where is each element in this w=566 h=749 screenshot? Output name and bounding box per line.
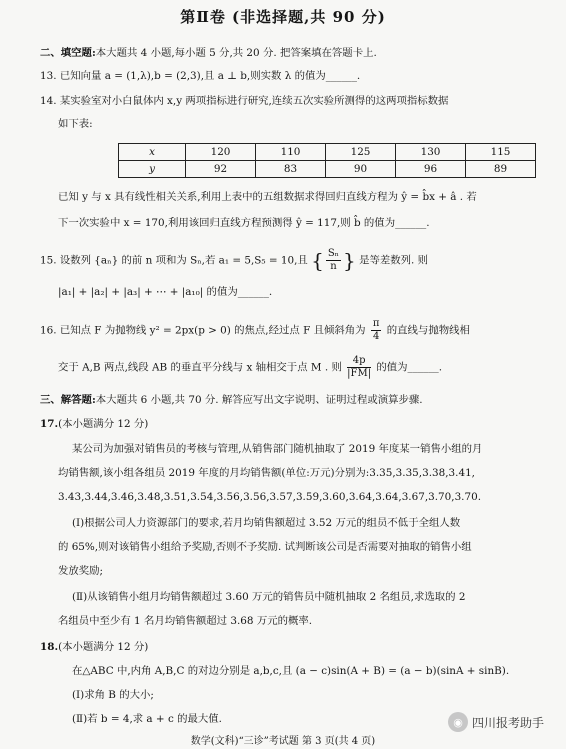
table-row-x <box>119 144 536 161</box>
question-18-i: (Ⅰ)求角 B 的大小; <box>72 689 154 701</box>
section3-label: 三、解答题: <box>40 394 96 406</box>
brace-left: { <box>311 248 324 273</box>
table-cell: x <box>119 144 186 161</box>
table-cell: y <box>119 161 186 178</box>
question-14-line2: 如下表: <box>58 118 93 130</box>
question-15-part1: 15. 设数列 {aₙ} 的前 n 项和为 Sₙ,若 a₁ = 5,S₅ = 10,且 <box>40 254 308 267</box>
question-14-line3: 已知 y 与 x 具有线性相关关系,利用上表中的五组数据求得回归直线方程为 ŷ = b̂x + â . 若 <box>58 191 477 203</box>
table-cell: 125 <box>326 144 396 161</box>
section3-heading <box>40 393 423 407</box>
fraction-numerator: 4p <box>347 355 371 368</box>
table-cell: 92 <box>186 161 256 178</box>
question-16-line2-part2: 的值为______. <box>376 361 443 374</box>
fraction-denominator: n <box>330 261 337 272</box>
question-17-p2: 均销售额,该小组各组员 2019 年度的月均销售额(单位:万元)分别为:3.35,3.35,3.38,3.41, <box>58 467 475 479</box>
question-17-score: (本小题满分 12 分) <box>58 418 149 430</box>
question-17-p3: 3.43,3.44,3.46,3.48,3.51,3.54,3.56,3.56,3.57,3.59,3.60,3.64,3.64,3.67,3.70,3.70. <box>58 491 482 503</box>
table-cell: 120 <box>186 144 256 161</box>
table-cell: 90 <box>326 161 396 178</box>
question-14-line4: 下一次实验中 x = 170,利用该回归直线方程预测得 ŷ = 117,则 b̂ 的值为______. <box>58 217 430 229</box>
question-17-heading <box>40 417 148 431</box>
question-17-i3: 发放奖励; <box>58 565 104 577</box>
question-16-line2-part1: 交于 A,B 两点,线段 AB 的垂直平分线与 x 轴相交于点 M . 则 <box>58 361 342 374</box>
question-14-line1: 14. 某实验室对小白鼠体内 x,y 两项指标进行研究,连续五次实验所测得的这两项指标数据 <box>40 95 449 107</box>
question-15-line2: |a₁| + |a₂| + |a₃| + ⋯ + |a₁₀| 的值为______. <box>58 286 273 298</box>
table-cell: 89 <box>466 161 536 178</box>
question-15-part2: 是等差数列. 则 <box>359 254 429 267</box>
question-18-score: (本小题满分 12 分) <box>58 641 149 653</box>
table-cell: 83 <box>256 161 326 178</box>
question-16-part2: 的直线与抛物线相 <box>386 324 470 337</box>
question-18-ii: (Ⅱ)若 b = 4,求 a + c 的最大值. <box>72 713 222 725</box>
question-16-part1: 16. 已知点 F 为抛物线 y² = 2px(p > 0) 的焦点,经过点 F 且倾斜角为 <box>40 324 366 337</box>
fraction-numerator: π <box>372 318 380 329</box>
question-15-line1 <box>40 248 428 273</box>
fraction-4p-over-fm <box>347 355 371 380</box>
table-cell: 110 <box>256 144 326 161</box>
section2-label: 二、填空题: <box>40 47 96 59</box>
section2-text: 本大题共 4 小题,每小题 5 分,共 20 分. 把答案填在答题卡上. <box>95 47 377 59</box>
question-13: 13. 已知向量 a = (1,λ),b = (2,3),且 a ⊥ b,则实数 λ 的值为______. <box>40 70 361 82</box>
fraction-sn-over-n <box>326 248 341 273</box>
question-17-number: 17. <box>40 418 59 430</box>
brace-right: } <box>343 248 356 273</box>
table-cell: 96 <box>396 161 466 178</box>
table-cell: 115 <box>466 144 536 161</box>
fraction-denominator: |FM| <box>347 368 372 379</box>
question-17-i1: (Ⅰ)根据公司人力资源部门的要求,若月均销售额超过 3.52 万元的组员不低于全组人数 <box>72 517 461 529</box>
question-16-line2 <box>58 355 442 380</box>
watermark-text: 四川报考助手 <box>472 715 545 730</box>
question-17-i2: 的 65%,则对该销售小组给予奖励,否则不予奖励. 试判断该公司是否需要对抽取的销售小组 <box>58 541 472 553</box>
fraction-numerator: Sₙ <box>327 248 340 259</box>
fraction-pi-over-4 <box>371 318 382 343</box>
watermark <box>448 712 544 732</box>
question-18-heading <box>40 640 148 654</box>
part-title: 第Ⅱ卷 (非选择题,共 90 分) <box>180 8 386 26</box>
page-footer: 数学(文科)“三诊”考试题 第 3 页(共 4 页) <box>190 736 376 747</box>
fraction-denominator: 4 <box>372 331 380 342</box>
question-18-p1: 在△ABC 中,内角 A,B,C 的对边分别是 a,b,c,且 (a − c)sin(A + B) = (a − b)(sinA + sinB). <box>72 665 510 677</box>
question-17-ii1: (Ⅱ)从该销售小组月均销售额超过 3.60 万元的销售员中随机抽取 2 名组员,求选取的 2 <box>72 591 466 603</box>
question-17-ii2: 名组员中至少有 1 名月均销售额超过 3.68 万元的概率. <box>58 615 313 627</box>
question-17-p1: 某公司为加强对销售员的考核与管理,从销售部门随机抽取了 2019 年度某一销售小组的月 <box>72 443 483 455</box>
table-cell: 130 <box>396 144 466 161</box>
question-18-number: 18. <box>40 641 59 653</box>
data-table <box>118 143 536 178</box>
question-16-line1 <box>40 318 470 343</box>
table-row-y <box>119 161 536 178</box>
section2-heading <box>40 46 377 60</box>
wechat-icon: ◉ <box>448 712 468 732</box>
section3-text: 本大题共 6 小题,共 70 分. 解答应写出文字说明、证明过程或演算步骤. <box>95 394 423 406</box>
